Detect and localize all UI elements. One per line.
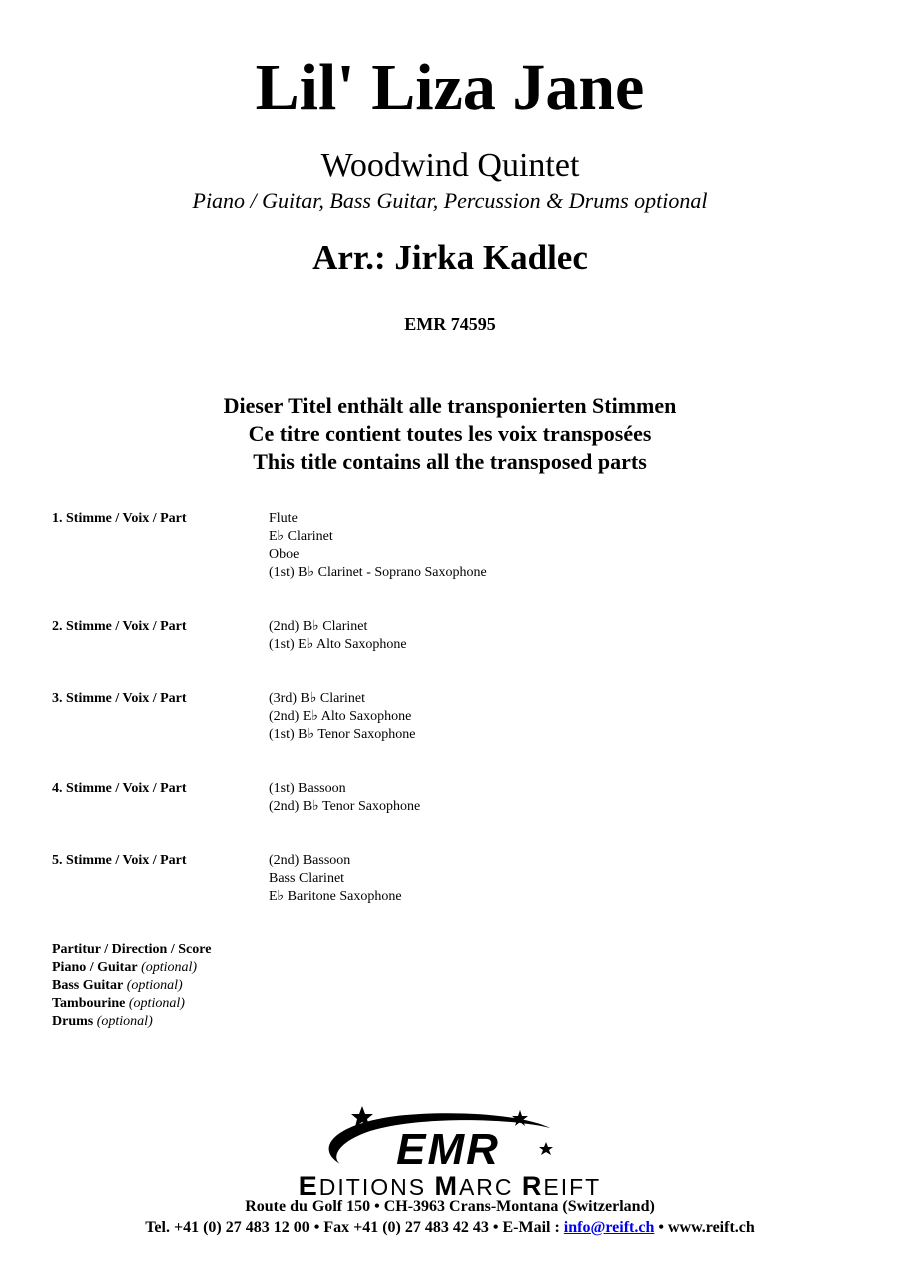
instrumentation-note: Piano / Guitar, Bass Guitar, Percussion & Drums optional xyxy=(192,188,708,213)
part-instruments xyxy=(269,510,487,582)
publisher-contact: Tel. +41 (0) 27 483 12 00 • Fax +41 (0) 27 483 42 43 • E-Mail : info@reift.ch • www.reift.ch xyxy=(145,1219,755,1236)
instrument: E♭ Baritone Saxophone xyxy=(269,889,402,904)
part-instruments xyxy=(269,780,420,816)
extra-part-name: Piano / Guitar xyxy=(52,960,138,975)
instrument: (2nd) E♭ Alto Saxophone xyxy=(269,709,412,724)
extra-part-note: (optional) xyxy=(128,996,185,1011)
instrument: Bass Clarinet xyxy=(269,871,345,886)
part-label: 3. Stimme / Voix / Part xyxy=(52,691,187,706)
extra-part-name: Drums xyxy=(52,1014,94,1029)
extra-part xyxy=(52,959,211,977)
part-row xyxy=(52,852,852,906)
catalog-number: EMR 74595 xyxy=(404,314,496,334)
notice-line-english: This title contains all the transposed parts xyxy=(253,449,647,474)
instrument: (1st) B♭ Clarinet - Soprano Saxophone xyxy=(269,565,487,580)
extra-part xyxy=(52,941,211,959)
extra-part-name: Partitur / Direction / Score xyxy=(52,942,212,957)
part-instruments xyxy=(269,690,416,744)
part-label: 1. Stimme / Voix / Part xyxy=(52,511,187,526)
instrument: (2nd) B♭ Tenor Saxophone xyxy=(269,799,421,814)
part-label: 5. Stimme / Voix / Part xyxy=(52,853,187,868)
extra-part-name: Tambourine xyxy=(52,996,126,1011)
part-instruments xyxy=(269,618,407,654)
notice-line-french: Ce titre contient toutes les voix transposées xyxy=(248,421,652,446)
part-label: 2. Stimme / Voix / Part xyxy=(52,619,187,634)
publisher-name: EDITIONS MARC REIFT xyxy=(298,1171,602,1201)
page-title: Lil' Liza Jane xyxy=(255,51,645,124)
instrument: (1st) Bassoon xyxy=(269,781,346,796)
parts-list xyxy=(52,510,852,942)
extra-part-name: Bass Guitar xyxy=(52,978,124,993)
instrument: (1st) B♭ Tenor Saxophone xyxy=(269,727,416,742)
instrument: E♭ Clarinet xyxy=(269,529,333,544)
transposed-parts-notice xyxy=(0,392,900,476)
instrument: Flute xyxy=(269,511,298,526)
logo-text: EMR xyxy=(396,1125,500,1174)
subtitle: Woodwind Quintet xyxy=(320,147,580,184)
instrument: (2nd) B♭ Clarinet xyxy=(269,619,368,634)
part-row xyxy=(52,618,852,654)
part-row xyxy=(52,690,852,744)
extra-part xyxy=(52,1013,211,1031)
extra-part-note: (optional) xyxy=(96,1014,153,1029)
instrument: (3rd) B♭ Clarinet xyxy=(269,691,366,706)
notice-line-german: Dieser Titel enthält alle transponierten Stimmen xyxy=(223,393,677,418)
extra-part xyxy=(52,977,211,995)
part-row xyxy=(52,780,852,816)
instrument: Oboe xyxy=(269,547,300,562)
extra-parts-list xyxy=(52,941,211,1031)
arranger: Arr.: Jirka Kadlec xyxy=(312,238,588,277)
publisher-address: Route du Golf 150 • CH-3963 Crans-Montana (Switzerland) xyxy=(245,1198,655,1215)
part-row xyxy=(52,510,852,582)
part-instruments xyxy=(269,852,402,906)
email-link[interactable]: info@reift.ch xyxy=(563,1219,655,1236)
instrument: (2nd) Bassoon xyxy=(269,853,351,868)
extra-part xyxy=(52,995,211,1013)
star-icon xyxy=(539,1142,553,1155)
extra-part-note: (optional) xyxy=(126,978,183,993)
instrument: (1st) E♭ Alto Saxophone xyxy=(269,637,407,652)
part-label: 4. Stimme / Voix / Part xyxy=(52,781,187,796)
extra-part-note: (optional) xyxy=(141,960,198,975)
